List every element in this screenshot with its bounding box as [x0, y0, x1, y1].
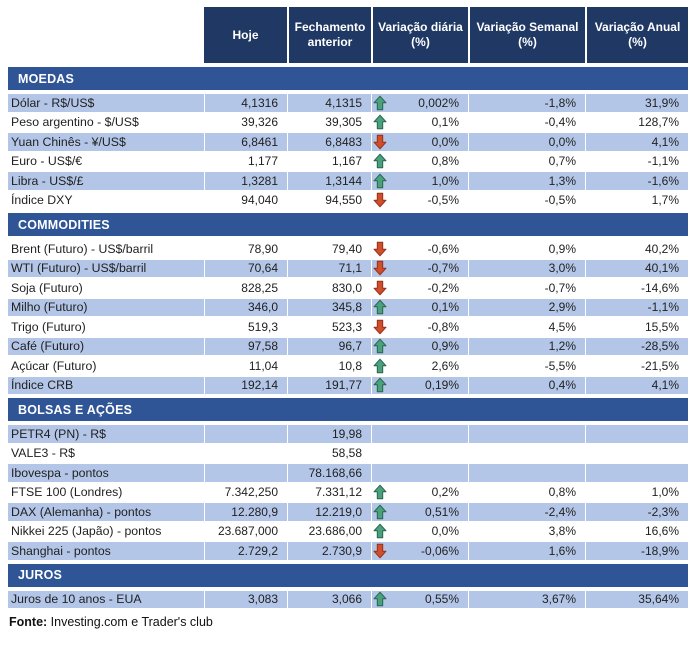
today-value: 7.342,250 — [204, 484, 287, 502]
today-value: 519,3 — [204, 318, 287, 336]
trend-arrow-slot — [373, 192, 388, 208]
previous-close-value: 6,8483 — [287, 133, 371, 151]
daily-change-cell — [371, 153, 468, 171]
weekly-change-value: 0,4% — [468, 377, 585, 395]
trend-arrow-slot — [373, 377, 388, 393]
daily-change-cell — [371, 542, 468, 560]
daily-change-cell — [371, 299, 468, 317]
weekly-change-value: 0,9% — [468, 240, 585, 258]
daily-change-cell — [371, 591, 468, 609]
header-spacer — [8, 7, 204, 63]
today-value: 2.729,2 — [204, 542, 287, 560]
annual-change-value: 31,9% — [585, 94, 688, 112]
weekly-change-value: -0,4% — [468, 114, 585, 132]
daily-change-value: 0,9% — [431, 339, 459, 354]
daily-change-value: 0,002% — [418, 95, 459, 110]
daily-change-cell — [371, 318, 468, 336]
daily-change-cell — [371, 260, 468, 278]
daily-change-value: 2,6% — [431, 358, 459, 373]
daily-change-cell — [371, 464, 468, 482]
previous-close-value: 71,1 — [287, 260, 371, 278]
column-header-daily-change: Variação diária (%) — [371, 7, 468, 63]
daily-change-value: -0,6% — [427, 241, 459, 256]
table-row — [8, 279, 688, 297]
trend-arrow-slot — [373, 426, 388, 442]
annual-change-value: -18,9% — [585, 542, 688, 560]
daily-change-value: -0,06% — [420, 543, 459, 558]
today-value: 192,14 — [204, 377, 287, 395]
row-label: Libra - US$/£ — [8, 172, 204, 190]
daily-change-cell — [371, 338, 468, 356]
table-row — [8, 318, 688, 336]
section-header: JUROS — [8, 564, 688, 587]
today-value: 6,8461 — [204, 133, 287, 151]
up-arrow-icon — [373, 523, 387, 539]
row-label: Dólar - R$/US$ — [8, 94, 204, 112]
weekly-change-value: 0,0% — [468, 133, 585, 151]
row-label: Milho (Futuro) — [8, 299, 204, 317]
previous-close-value: 3,066 — [287, 591, 371, 609]
table-row — [8, 94, 688, 112]
table-row — [8, 377, 688, 395]
daily-change-cell — [371, 377, 468, 395]
daily-change-cell — [371, 172, 468, 190]
weekly-change-value: -0,7% — [468, 279, 585, 297]
table-row — [8, 591, 688, 609]
market-summary-table — [8, 7, 688, 608]
annual-change-value: 40,1% — [585, 260, 688, 278]
trend-arrow-slot — [373, 523, 388, 539]
daily-change-value: 0,8% — [431, 154, 459, 169]
down-arrow-icon — [373, 280, 387, 296]
previous-close-value: 7.331,12 — [287, 484, 371, 502]
table-row — [8, 240, 688, 258]
annual-change-value: 4,1% — [585, 377, 688, 395]
table-row — [8, 484, 688, 502]
previous-close-value: 23.686,00 — [287, 523, 371, 541]
table-row — [8, 299, 688, 317]
annual-change-value: 4,1% — [585, 133, 688, 151]
up-arrow-icon — [373, 173, 387, 189]
annual-change-value — [585, 425, 688, 443]
weekly-change-value: 1,3% — [468, 172, 585, 190]
previous-close-value: 191,77 — [287, 377, 371, 395]
table-row — [8, 192, 688, 210]
table-row — [8, 503, 688, 521]
table-row — [8, 523, 688, 541]
today-value: 1,3281 — [204, 172, 287, 190]
weekly-change-value: 0,8% — [468, 484, 585, 502]
section-header: COMMODITIES — [8, 213, 688, 236]
daily-change-value: 0,0% — [431, 134, 459, 149]
previous-close-value: 1,167 — [287, 153, 371, 171]
daily-change-cell — [371, 357, 468, 375]
trend-arrow-slot — [373, 299, 388, 315]
daily-change-value: 0,55% — [424, 592, 459, 607]
daily-change-cell — [371, 240, 468, 258]
table-row — [8, 357, 688, 375]
previous-close-value: 78.168,66 — [287, 464, 371, 482]
today-value: 828,25 — [204, 279, 287, 297]
up-arrow-icon — [373, 358, 387, 374]
column-header-weekly-change: Variação Semanal (%) — [468, 7, 585, 63]
weekly-change-value: 2,9% — [468, 299, 585, 317]
previous-close-value: 830,0 — [287, 279, 371, 297]
daily-change-value: 0,2% — [431, 485, 459, 500]
previous-close-value: 4,1315 — [287, 94, 371, 112]
row-label: Soja (Futuro) — [11, 280, 83, 295]
annual-change-value: -14,6% — [585, 279, 688, 297]
annual-change-value: -1,1% — [585, 299, 688, 317]
daily-change-cell — [371, 484, 468, 502]
section-header: MOEDAS — [8, 67, 688, 90]
annual-change-value: 1,7% — [585, 192, 688, 210]
column-header-previous-close: Fechamento anterior — [287, 7, 371, 63]
weekly-change-value — [468, 464, 585, 482]
weekly-change-value — [468, 445, 585, 463]
column-header-row — [8, 7, 688, 63]
today-value: 12.280,9 — [204, 503, 287, 521]
today-value: 4,1316 — [204, 94, 287, 112]
row-label: Trigo (Futuro) — [11, 319, 86, 334]
annual-change-value: 35,64% — [585, 591, 688, 609]
weekly-change-value: 0,7% — [468, 153, 585, 171]
table-row — [8, 153, 688, 171]
trend-arrow-slot — [373, 591, 388, 607]
daily-change-cell — [371, 523, 468, 541]
row-label: Juros de 10 anos - EUA — [8, 591, 204, 609]
table-row — [8, 172, 688, 190]
daily-change-cell — [371, 192, 468, 210]
annual-change-value — [585, 445, 688, 463]
previous-close-value: 12.219,0 — [287, 503, 371, 521]
row-label: Euro - US$/€ — [11, 154, 83, 169]
daily-change-cell — [371, 425, 468, 443]
previous-close-value: 39,305 — [287, 114, 371, 132]
column-header-annual-change: Variação Anual (%) — [585, 7, 688, 63]
daily-change-value: -0,5% — [427, 193, 459, 208]
table-row — [8, 425, 688, 443]
trend-arrow-slot — [373, 114, 388, 130]
trend-arrow-slot — [373, 338, 388, 354]
column-header-today: Hoje — [204, 7, 287, 63]
trend-arrow-slot — [373, 358, 388, 374]
row-label: Peso argentino - $/US$ — [11, 115, 139, 130]
weekly-change-value: 4,5% — [468, 318, 585, 336]
weekly-change-value: -2,4% — [468, 503, 585, 521]
table-row — [8, 445, 688, 463]
previous-close-value: 94,550 — [287, 192, 371, 210]
up-arrow-icon — [373, 591, 387, 607]
trend-arrow-slot — [373, 241, 388, 257]
daily-change-value: 0,51% — [424, 504, 459, 519]
up-arrow-icon — [373, 153, 387, 169]
trend-arrow-slot — [373, 319, 388, 335]
weekly-change-value: -5,5% — [468, 357, 585, 375]
section-header: BOLSAS E AÇÕES — [8, 398, 688, 421]
annual-change-value: 128,7% — [585, 114, 688, 132]
weekly-change-value — [468, 425, 585, 443]
source-note — [9, 615, 688, 629]
today-value — [204, 464, 287, 482]
today-value: 11,04 — [204, 357, 287, 375]
row-label: Ibovespa - pontos — [8, 464, 204, 482]
daily-change-cell — [371, 133, 468, 151]
today-value: 1,177 — [204, 153, 287, 171]
today-value — [204, 425, 287, 443]
today-value — [204, 445, 287, 463]
today-value: 23.687,000 — [204, 523, 287, 541]
daily-change-cell — [371, 94, 468, 112]
today-value: 346,0 — [204, 299, 287, 317]
previous-close-value: 79,40 — [287, 240, 371, 258]
annual-change-value: 40,2% — [585, 240, 688, 258]
up-arrow-icon — [373, 299, 387, 315]
row-label: PETR4 (PN) - R$ — [8, 425, 204, 443]
trend-arrow-slot — [373, 280, 388, 296]
table-row — [8, 133, 688, 151]
weekly-change-value: 3,0% — [468, 260, 585, 278]
row-label: DAX (Alemanha) - pontos — [8, 503, 204, 521]
weekly-change-value: 3,67% — [468, 591, 585, 609]
up-arrow-icon — [373, 377, 387, 393]
daily-change-value: -0,2% — [427, 280, 459, 295]
weekly-change-value: -1,8% — [468, 94, 585, 112]
row-label: Índice DXY — [11, 193, 73, 208]
trend-arrow-slot — [373, 504, 388, 520]
today-value: 78,90 — [204, 240, 287, 258]
row-label: Nikkei 225 (Japão) - pontos — [11, 524, 162, 539]
table-row — [8, 542, 688, 560]
trend-arrow-slot — [373, 134, 388, 150]
row-label: Brent (Futuro) - US$/barril — [11, 241, 154, 256]
down-arrow-icon — [373, 319, 387, 335]
annual-change-value: 16,6% — [585, 523, 688, 541]
row-label: Índice CRB — [8, 377, 204, 395]
previous-close-value: 96,7 — [287, 338, 371, 356]
daily-change-value: 0,19% — [424, 378, 459, 393]
previous-close-value: 1,3144 — [287, 172, 371, 190]
table-row — [8, 114, 688, 132]
daily-change-value: -0,8% — [427, 319, 459, 334]
annual-change-value: 15,5% — [585, 318, 688, 336]
trend-arrow-slot — [373, 153, 388, 169]
up-arrow-icon — [373, 504, 387, 520]
previous-close-value: 58,58 — [287, 445, 371, 463]
daily-change-value: 0,0% — [431, 524, 459, 539]
weekly-change-value: -0,5% — [468, 192, 585, 210]
previous-close-value: 19,98 — [287, 425, 371, 443]
trend-arrow-slot — [373, 543, 388, 559]
daily-change-value: 0,1% — [431, 115, 459, 130]
annual-change-value: -28,5% — [585, 338, 688, 356]
previous-close-value: 345,8 — [287, 299, 371, 317]
daily-change-value: 0,1% — [431, 300, 459, 315]
table-row — [8, 338, 688, 356]
table-body — [8, 67, 688, 608]
trend-arrow-slot — [373, 260, 388, 276]
down-arrow-icon — [373, 192, 387, 208]
row-label: WTI (Futuro) - US$/barril — [8, 260, 204, 278]
row-label: Yuan Chinês - ¥/US$ — [8, 133, 204, 151]
daily-change-value: -0,7% — [427, 261, 459, 276]
table-row — [8, 260, 688, 278]
today-value: 97,58 — [204, 338, 287, 356]
daily-change-value: 1,0% — [431, 173, 459, 188]
row-label: Café (Futuro) — [8, 338, 204, 356]
up-arrow-icon — [373, 338, 387, 354]
trend-arrow-slot — [373, 445, 388, 461]
row-label: FTSE 100 (Londres) — [11, 485, 123, 500]
trend-arrow-slot — [373, 173, 388, 189]
today-value: 39,326 — [204, 114, 287, 132]
today-value: 3,083 — [204, 591, 287, 609]
table-row — [8, 464, 688, 482]
today-value: 94,040 — [204, 192, 287, 210]
row-label: Shanghai - pontos — [8, 542, 204, 560]
today-value: 70,64 — [204, 260, 287, 278]
weekly-change-value: 3,8% — [468, 523, 585, 541]
trend-arrow-slot — [373, 465, 388, 481]
up-arrow-icon — [373, 484, 387, 500]
annual-change-value: -21,5% — [585, 357, 688, 375]
annual-change-value: -2,3% — [585, 503, 688, 521]
annual-change-value: -1,1% — [585, 153, 688, 171]
annual-change-value: -1,6% — [585, 172, 688, 190]
previous-close-value: 523,3 — [287, 318, 371, 336]
up-arrow-icon — [373, 95, 387, 111]
annual-change-value — [585, 464, 688, 482]
down-arrow-icon — [373, 260, 387, 276]
source-text: Investing.com e Trader's club — [47, 615, 213, 629]
up-arrow-icon — [373, 114, 387, 130]
trend-arrow-slot — [373, 95, 388, 111]
daily-change-cell — [371, 445, 468, 463]
down-arrow-icon — [373, 241, 387, 257]
row-label: Açúcar (Futuro) — [11, 358, 97, 373]
row-label: VALE3 - R$ — [11, 446, 76, 461]
annual-change-value: 1,0% — [585, 484, 688, 502]
weekly-change-value: 1,2% — [468, 338, 585, 356]
daily-change-cell — [371, 114, 468, 132]
source-label: Fonte: — [9, 615, 48, 629]
previous-close-value: 10,8 — [287, 357, 371, 375]
previous-close-value: 2.730,9 — [287, 542, 371, 560]
down-arrow-icon — [373, 543, 387, 559]
weekly-change-value: 1,6% — [468, 542, 585, 560]
daily-change-cell — [371, 503, 468, 521]
down-arrow-icon — [373, 134, 387, 150]
trend-arrow-slot — [373, 484, 388, 500]
daily-change-cell — [371, 279, 468, 297]
